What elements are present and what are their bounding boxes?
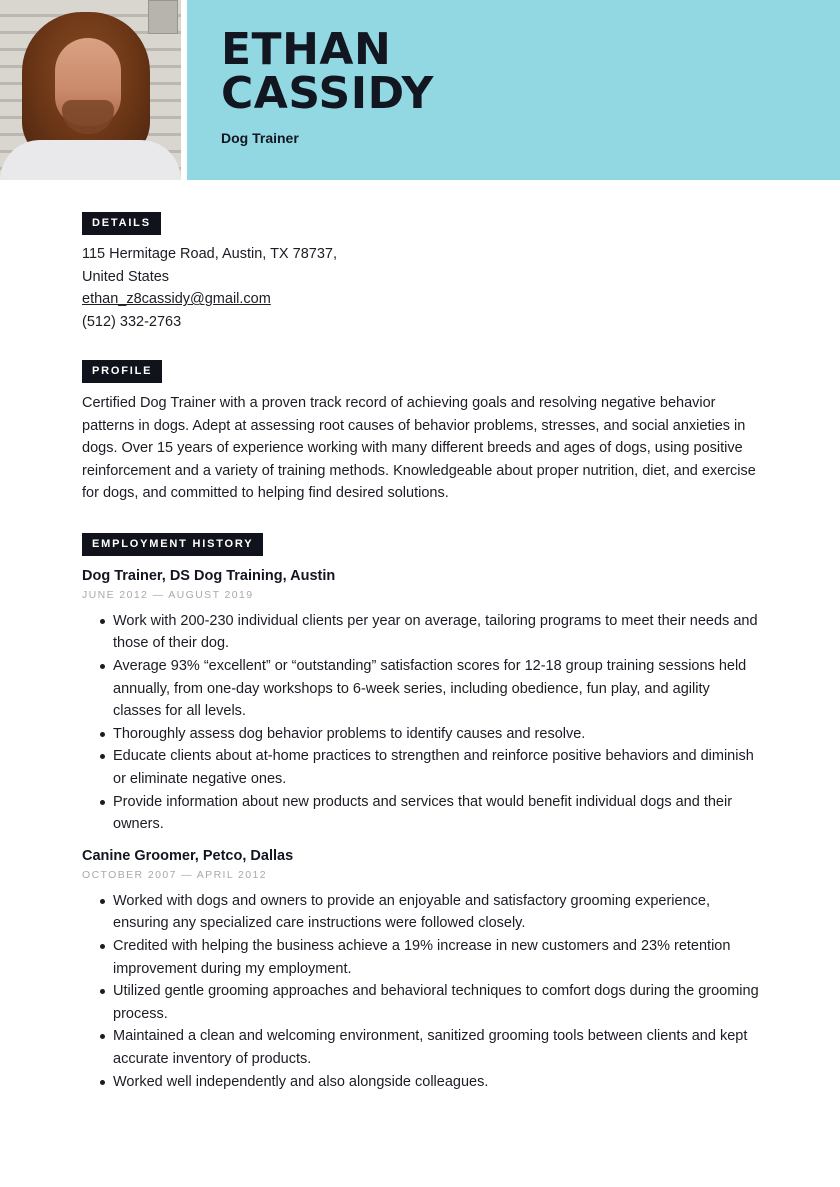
profile-photo <box>0 0 181 180</box>
bullet-item: Utilized gentle grooming approaches and behavioral techniques to comfort dogs during the grooming process. <box>113 980 762 1025</box>
email-link[interactable]: ethan_z8cassidy@gmail.com <box>82 291 271 308</box>
job-entry <box>82 566 762 836</box>
bullet-item: Worked with dogs and owners to provide an enjoyable and satisfactory grooming experience, ensuring any specialized care instructions were followed closely. <box>113 890 762 935</box>
last-name: CASSIDY <box>221 68 434 119</box>
employment-section <box>82 533 762 1093</box>
bullet-item: Credited with helping the business achieve a 19% increase in new customers and 23% retention improvement during my employment. <box>113 935 762 980</box>
bullet-item: Maintained a clean and welcoming environment, sanitized grooming tools between clients and kept accurate inventory of products. <box>113 1025 762 1070</box>
profile-summary: Certified Dog Trainer with a proven track record of achieving goals and resolving negative behavior patterns in dogs. Adept at assessing root causes of behavior problems, stresses, and social anxieties in dogs. Over 15 years of experience working with many different breeds and ages of dogs, using positive reinforcement and a variety of training methods. Knowledgeable about proper nutrition, diet, and exercise for dogs, and committed to helping find desired solutions. <box>82 395 756 502</box>
bullet-item: Thoroughly assess dog behavior problems to identify causes and resolve. <box>113 723 762 746</box>
name-banner <box>187 0 840 180</box>
job-dates: JUNE 2012 — AUGUST 2019 <box>82 588 254 601</box>
photo-background-fixture <box>148 0 178 34</box>
bullet-item: Worked well independently and also alongside colleagues. <box>113 1071 762 1094</box>
address: 115 Hermitage Road, Austin, TX 78737, United States <box>82 246 337 285</box>
candidate-job-title: Dog Trainer <box>221 130 299 146</box>
bullet-item: Average 93% “excellent” or “outstanding” satisfaction scores for 12-18 group training sessions held annually, from one-day workshops to 6-week series, including obedience, fun play, and agility classes for all levels. <box>113 655 762 723</box>
details-section <box>82 212 762 333</box>
candidate-name <box>221 24 434 119</box>
bullet-item: Work with 200-230 individual clients per year on average, tailoring programs to meet their needs and those of their dog. <box>113 610 762 655</box>
job-title: Dog Trainer, DS Dog Training, Austin <box>82 567 336 584</box>
resume-body <box>82 212 762 1093</box>
section-heading-details: DETAILS <box>82 212 161 235</box>
job-bullets <box>82 890 762 1093</box>
first-name: ETHAN <box>221 24 392 75</box>
contact-details <box>82 243 382 333</box>
bullet-item: Provide information about new products and services that would benefit individual dogs and their owners. <box>113 791 762 836</box>
job-title: Canine Groomer, Petco, Dallas <box>82 847 294 864</box>
job-entry <box>82 846 762 1093</box>
section-heading-employment: EMPLOYMENT HISTORY <box>82 533 263 556</box>
job-dates: OCTOBER 2007 — APRIL 2012 <box>82 868 267 881</box>
profile-section <box>82 360 762 505</box>
photo-shirt <box>0 140 181 180</box>
resume-header <box>0 0 840 180</box>
bullet-item: Educate clients about at-home practices to strengthen and reinforce positive behaviors and diminish or eliminate negative ones. <box>113 745 762 790</box>
job-bullets <box>82 610 762 836</box>
section-heading-profile: PROFILE <box>82 360 162 383</box>
phone: (512) 332-2763 <box>82 313 182 330</box>
